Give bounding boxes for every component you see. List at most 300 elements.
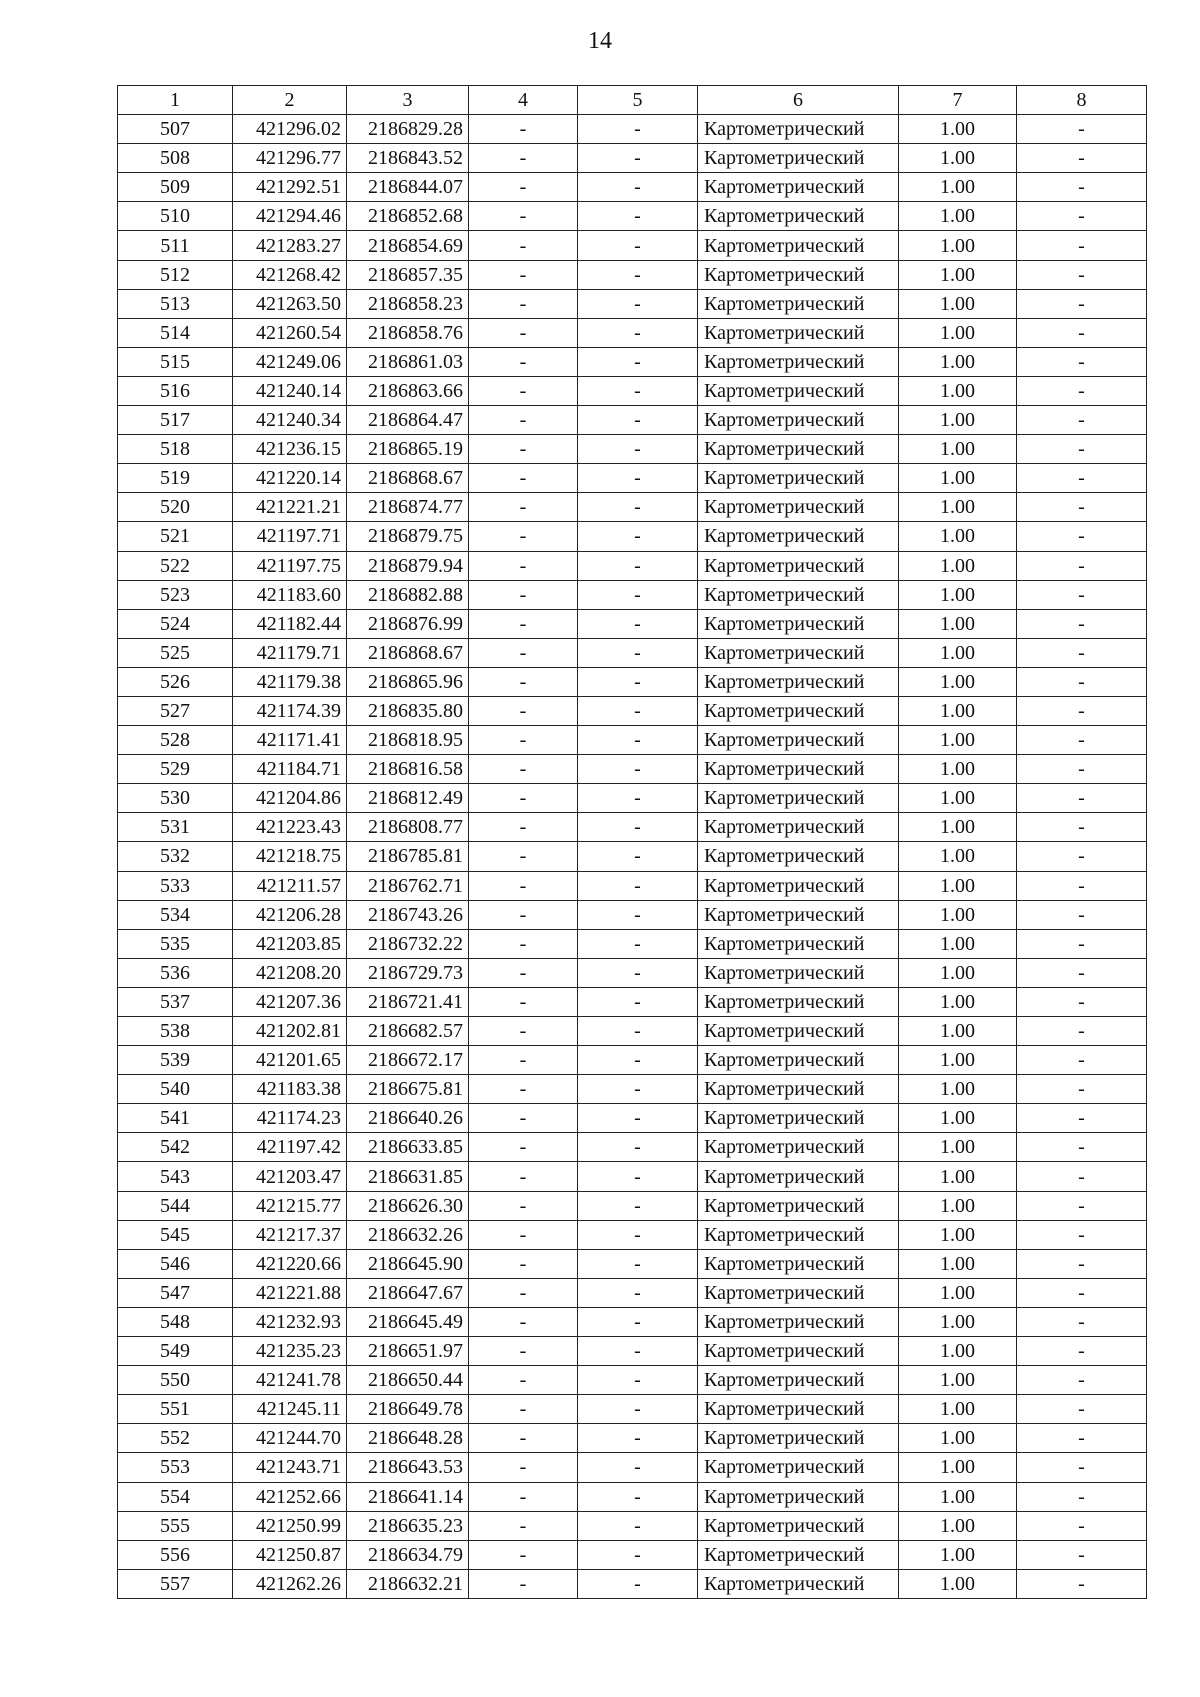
cell-x-coordinate: 421250.99 [233,1511,347,1540]
cell-y-coordinate: 2186861.03 [347,347,469,376]
cell-x-coordinate: 421252.66 [233,1482,347,1511]
cell-col-4: - [469,522,578,551]
cell-col-8: - [1017,115,1147,144]
cell-x-coordinate: 421208.20 [233,958,347,987]
cell-point-number: 539 [118,1046,233,1075]
cell-point-number: 538 [118,1017,233,1046]
cell-col-4: - [469,1482,578,1511]
cell-method: Картометрический [698,1307,899,1336]
cell-col-8: - [1017,1569,1147,1598]
table-row [118,696,1147,725]
coordinates-table [117,85,1147,1599]
cell-method: Картометрический [698,609,899,638]
cell-method: Картометрический [698,115,899,144]
cell-col-4: - [469,231,578,260]
cell-col-8: - [1017,1017,1147,1046]
cell-col-8: - [1017,1395,1147,1424]
cell-x-coordinate: 421217.37 [233,1220,347,1249]
cell-col-8: - [1017,900,1147,929]
cell-col-8: - [1017,1104,1147,1133]
cell-col-5: - [578,1162,698,1191]
table-row [118,1511,1147,1540]
table-row [118,842,1147,871]
cell-point-number: 513 [118,289,233,318]
cell-method: Картометрический [698,551,899,580]
cell-accuracy: 1.00 [899,1307,1017,1336]
cell-x-coordinate: 421262.26 [233,1569,347,1598]
cell-col-4: - [469,289,578,318]
table-row [118,376,1147,405]
cell-col-4: - [469,376,578,405]
cell-col-5: - [578,173,698,202]
cell-y-coordinate: 2186818.95 [347,726,469,755]
cell-col-4: - [469,842,578,871]
cell-method: Картометрический [698,347,899,376]
cell-x-coordinate: 421283.27 [233,231,347,260]
cell-col-5: - [578,347,698,376]
cell-method: Картометрический [698,1017,899,1046]
cell-method: Картометрический [698,1424,899,1453]
cell-x-coordinate: 421296.77 [233,144,347,173]
cell-col-8: - [1017,696,1147,725]
cell-point-number: 557 [118,1569,233,1598]
cell-col-8: - [1017,638,1147,667]
table-row [118,987,1147,1016]
cell-col-4: - [469,1366,578,1395]
cell-method: Картометрический [698,1075,899,1104]
cell-accuracy: 1.00 [899,1249,1017,1278]
cell-accuracy: 1.00 [899,1104,1017,1133]
cell-x-coordinate: 421241.78 [233,1366,347,1395]
cell-col-8: - [1017,1220,1147,1249]
cell-col-4: - [469,1511,578,1540]
cell-x-coordinate: 421184.71 [233,755,347,784]
table-row [118,493,1147,522]
cell-x-coordinate: 421221.21 [233,493,347,522]
cell-accuracy: 1.00 [899,1540,1017,1569]
cell-y-coordinate: 2186835.80 [347,696,469,725]
cell-accuracy: 1.00 [899,580,1017,609]
cell-point-number: 515 [118,347,233,376]
cell-point-number: 520 [118,493,233,522]
cell-x-coordinate: 421249.06 [233,347,347,376]
cell-col-5: - [578,231,698,260]
cell-col-5: - [578,1337,698,1366]
cell-x-coordinate: 421240.14 [233,376,347,405]
table-row [118,1075,1147,1104]
cell-point-number: 541 [118,1104,233,1133]
cell-point-number: 547 [118,1278,233,1307]
cell-point-number: 551 [118,1395,233,1424]
cell-point-number: 519 [118,464,233,493]
cell-col-8: - [1017,580,1147,609]
cell-point-number: 514 [118,318,233,347]
cell-col-8: - [1017,1278,1147,1307]
table-row [118,115,1147,144]
cell-y-coordinate: 2186854.69 [347,231,469,260]
cell-method: Картометрический [698,173,899,202]
cell-col-4: - [469,1424,578,1453]
cell-col-5: - [578,1046,698,1075]
table-row [118,900,1147,929]
cell-accuracy: 1.00 [899,696,1017,725]
cell-col-5: - [578,522,698,551]
cell-y-coordinate: 2186868.67 [347,638,469,667]
cell-accuracy: 1.00 [899,1162,1017,1191]
cell-col-8: - [1017,347,1147,376]
cell-col-4: - [469,347,578,376]
cell-accuracy: 1.00 [899,289,1017,318]
cell-y-coordinate: 2186843.52 [347,144,469,173]
cell-col-4: - [469,1569,578,1598]
cell-accuracy: 1.00 [899,1075,1017,1104]
table-row [118,1162,1147,1191]
table-row [118,347,1147,376]
cell-col-4: - [469,1162,578,1191]
cell-accuracy: 1.00 [899,842,1017,871]
cell-y-coordinate: 2186651.97 [347,1337,469,1366]
table-row [118,1482,1147,1511]
cell-col-5: - [578,900,698,929]
cell-point-number: 521 [118,522,233,551]
cell-x-coordinate: 421171.41 [233,726,347,755]
cell-col-5: - [578,1424,698,1453]
cell-col-8: - [1017,435,1147,464]
cell-point-number: 511 [118,231,233,260]
cell-col-4: - [469,1395,578,1424]
cell-x-coordinate: 421263.50 [233,289,347,318]
cell-accuracy: 1.00 [899,813,1017,842]
table-row [118,173,1147,202]
cell-col-8: - [1017,842,1147,871]
cell-col-4: - [469,580,578,609]
table-row [118,231,1147,260]
cell-point-number: 531 [118,813,233,842]
cell-x-coordinate: 421204.86 [233,784,347,813]
cell-x-coordinate: 421220.14 [233,464,347,493]
table-row [118,435,1147,464]
cell-accuracy: 1.00 [899,1278,1017,1307]
cell-col-5: - [578,929,698,958]
cell-accuracy: 1.00 [899,144,1017,173]
cell-col-4: - [469,260,578,289]
cell-method: Картометрический [698,1569,899,1598]
header-x-coordinate: 2 [233,86,347,115]
cell-point-number: 507 [118,115,233,144]
cell-x-coordinate: 421201.65 [233,1046,347,1075]
cell-col-4: - [469,667,578,696]
cell-y-coordinate: 2186650.44 [347,1366,469,1395]
cell-accuracy: 1.00 [899,987,1017,1016]
cell-method: Картометрический [698,696,899,725]
cell-point-number: 555 [118,1511,233,1540]
cell-col-8: - [1017,144,1147,173]
cell-col-5: - [578,667,698,696]
cell-col-5: - [578,1482,698,1511]
cell-y-coordinate: 2186882.88 [347,580,469,609]
cell-col-4: - [469,1191,578,1220]
cell-method: Картометрический [698,1249,899,1278]
cell-col-4: - [469,696,578,725]
cell-method: Картометрический [698,580,899,609]
cell-accuracy: 1.00 [899,1366,1017,1395]
cell-method: Картометрический [698,1540,899,1569]
cell-x-coordinate: 421243.71 [233,1453,347,1482]
cell-point-number: 523 [118,580,233,609]
cell-point-number: 554 [118,1482,233,1511]
cell-y-coordinate: 2186879.94 [347,551,469,580]
cell-point-number: 516 [118,376,233,405]
cell-accuracy: 1.00 [899,1220,1017,1249]
table-row [118,1133,1147,1162]
cell-col-8: - [1017,784,1147,813]
cell-col-5: - [578,1220,698,1249]
cell-accuracy: 1.00 [899,1482,1017,1511]
cell-col-5: - [578,493,698,522]
cell-point-number: 544 [118,1191,233,1220]
cell-col-4: - [469,493,578,522]
cell-point-number: 549 [118,1337,233,1366]
cell-col-5: - [578,376,698,405]
table-row [118,144,1147,173]
cell-accuracy: 1.00 [899,260,1017,289]
cell-accuracy: 1.00 [899,871,1017,900]
cell-y-coordinate: 2186816.58 [347,755,469,784]
cell-point-number: 510 [118,202,233,231]
cell-y-coordinate: 2186876.99 [347,609,469,638]
cell-point-number: 545 [118,1220,233,1249]
cell-y-coordinate: 2186635.23 [347,1511,469,1540]
cell-col-5: - [578,551,698,580]
cell-col-8: - [1017,202,1147,231]
cell-col-8: - [1017,1046,1147,1075]
cell-x-coordinate: 421232.93 [233,1307,347,1336]
cell-point-number: 556 [118,1540,233,1569]
cell-method: Картометрический [698,202,899,231]
cell-y-coordinate: 2186649.78 [347,1395,469,1424]
cell-col-4: - [469,638,578,667]
cell-col-5: - [578,1307,698,1336]
cell-method: Картометрический [698,231,899,260]
cell-col-5: - [578,464,698,493]
cell-accuracy: 1.00 [899,755,1017,784]
cell-x-coordinate: 421197.75 [233,551,347,580]
cell-y-coordinate: 2186645.90 [347,1249,469,1278]
cell-col-4: - [469,1307,578,1336]
cell-point-number: 534 [118,900,233,929]
cell-col-5: - [578,1540,698,1569]
cell-col-5: - [578,987,698,1016]
cell-col-8: - [1017,1482,1147,1511]
cell-point-number: 529 [118,755,233,784]
cell-method: Картометрический [698,464,899,493]
cell-point-number: 546 [118,1249,233,1278]
cell-y-coordinate: 2186858.76 [347,318,469,347]
header-col-5: 5 [578,86,698,115]
cell-point-number: 522 [118,551,233,580]
cell-col-8: - [1017,406,1147,435]
cell-x-coordinate: 421179.71 [233,638,347,667]
cell-col-8: - [1017,1453,1147,1482]
cell-accuracy: 1.00 [899,1511,1017,1540]
cell-col-4: - [469,929,578,958]
cell-point-number: 540 [118,1075,233,1104]
cell-x-coordinate: 421260.54 [233,318,347,347]
cell-col-4: - [469,115,578,144]
cell-col-8: - [1017,755,1147,784]
cell-accuracy: 1.00 [899,1424,1017,1453]
cell-col-4: - [469,813,578,842]
cell-col-8: - [1017,1075,1147,1104]
cell-col-8: - [1017,376,1147,405]
cell-y-coordinate: 2186785.81 [347,842,469,871]
cell-col-8: - [1017,609,1147,638]
cell-y-coordinate: 2186641.14 [347,1482,469,1511]
table-row [118,1424,1147,1453]
cell-col-4: - [469,1104,578,1133]
cell-y-coordinate: 2186829.28 [347,115,469,144]
cell-col-5: - [578,1569,698,1598]
cell-method: Картометрический [698,144,899,173]
cell-y-coordinate: 2186675.81 [347,1075,469,1104]
cell-point-number: 530 [118,784,233,813]
cell-col-5: - [578,871,698,900]
cell-accuracy: 1.00 [899,115,1017,144]
cell-method: Картометрический [698,1511,899,1540]
cell-col-8: - [1017,1366,1147,1395]
cell-col-8: - [1017,522,1147,551]
cell-x-coordinate: 421294.46 [233,202,347,231]
cell-col-5: - [578,318,698,347]
cell-y-coordinate: 2186634.79 [347,1540,469,1569]
cell-x-coordinate: 421182.44 [233,609,347,638]
cell-accuracy: 1.00 [899,318,1017,347]
cell-point-number: 548 [118,1307,233,1336]
cell-col-8: - [1017,318,1147,347]
table-row [118,522,1147,551]
cell-y-coordinate: 2186865.19 [347,435,469,464]
cell-method: Картометрический [698,813,899,842]
table-row [118,958,1147,987]
cell-point-number: 526 [118,667,233,696]
cell-col-8: - [1017,813,1147,842]
cell-accuracy: 1.00 [899,667,1017,696]
cell-col-8: - [1017,493,1147,522]
cell-x-coordinate: 421235.23 [233,1337,347,1366]
cell-col-4: - [469,1046,578,1075]
cell-method: Картометрический [698,1220,899,1249]
cell-point-number: 550 [118,1366,233,1395]
cell-method: Картометрический [698,638,899,667]
cell-col-5: - [578,755,698,784]
table-row [118,202,1147,231]
cell-col-4: - [469,1075,578,1104]
cell-accuracy: 1.00 [899,1453,1017,1482]
cell-accuracy: 1.00 [899,900,1017,929]
cell-method: Картометрический [698,318,899,347]
cell-point-number: 532 [118,842,233,871]
cell-point-number: 527 [118,696,233,725]
cell-method: Картометрический [698,1278,899,1307]
cell-col-5: - [578,1133,698,1162]
cell-col-5: - [578,1104,698,1133]
cell-x-coordinate: 421223.43 [233,813,347,842]
cell-col-5: - [578,406,698,435]
table-row [118,1366,1147,1395]
cell-col-4: - [469,1337,578,1366]
cell-accuracy: 1.00 [899,1017,1017,1046]
cell-col-4: - [469,1540,578,1569]
cell-col-5: - [578,1366,698,1395]
cell-y-coordinate: 2186863.66 [347,376,469,405]
cell-col-5: - [578,115,698,144]
cell-accuracy: 1.00 [899,202,1017,231]
cell-y-coordinate: 2186858.23 [347,289,469,318]
cell-accuracy: 1.00 [899,376,1017,405]
cell-method: Картометрический [698,522,899,551]
cell-y-coordinate: 2186643.53 [347,1453,469,1482]
cell-col-5: - [578,1191,698,1220]
cell-point-number: 552 [118,1424,233,1453]
cell-y-coordinate: 2186743.26 [347,900,469,929]
table-row [118,318,1147,347]
cell-col-8: - [1017,1540,1147,1569]
cell-method: Картометрический [698,900,899,929]
cell-col-5: - [578,609,698,638]
cell-x-coordinate: 421206.28 [233,900,347,929]
cell-col-8: - [1017,1162,1147,1191]
cell-accuracy: 1.00 [899,784,1017,813]
cell-col-4: - [469,1249,578,1278]
cell-method: Картометрический [698,987,899,1016]
cell-point-number: 508 [118,144,233,173]
table-row [118,755,1147,784]
table-row [118,580,1147,609]
table-row [118,1453,1147,1482]
cell-y-coordinate: 2186864.47 [347,406,469,435]
header-col-8: 8 [1017,86,1147,115]
cell-x-coordinate: 421174.23 [233,1104,347,1133]
cell-x-coordinate: 421174.39 [233,696,347,725]
cell-point-number: 528 [118,726,233,755]
cell-x-coordinate: 421197.42 [233,1133,347,1162]
cell-method: Картометрический [698,667,899,696]
table-body [118,115,1147,1599]
cell-point-number: 509 [118,173,233,202]
cell-col-8: - [1017,1424,1147,1453]
header-point-number: 1 [118,86,233,115]
cell-col-4: - [469,464,578,493]
table-row [118,1540,1147,1569]
cell-x-coordinate: 421203.85 [233,929,347,958]
cell-point-number: 512 [118,260,233,289]
cell-method: Картометрический [698,435,899,464]
table-row [118,289,1147,318]
cell-point-number: 535 [118,929,233,958]
cell-col-4: - [469,958,578,987]
cell-y-coordinate: 2186812.49 [347,784,469,813]
cell-method: Картометрический [698,871,899,900]
cell-y-coordinate: 2186640.26 [347,1104,469,1133]
cell-col-4: - [469,406,578,435]
cell-col-4: - [469,784,578,813]
cell-col-8: - [1017,1511,1147,1540]
cell-method: Картометрический [698,1395,899,1424]
table-row [118,726,1147,755]
cell-method: Картометрический [698,493,899,522]
table-row [118,1249,1147,1278]
cell-col-8: - [1017,1249,1147,1278]
